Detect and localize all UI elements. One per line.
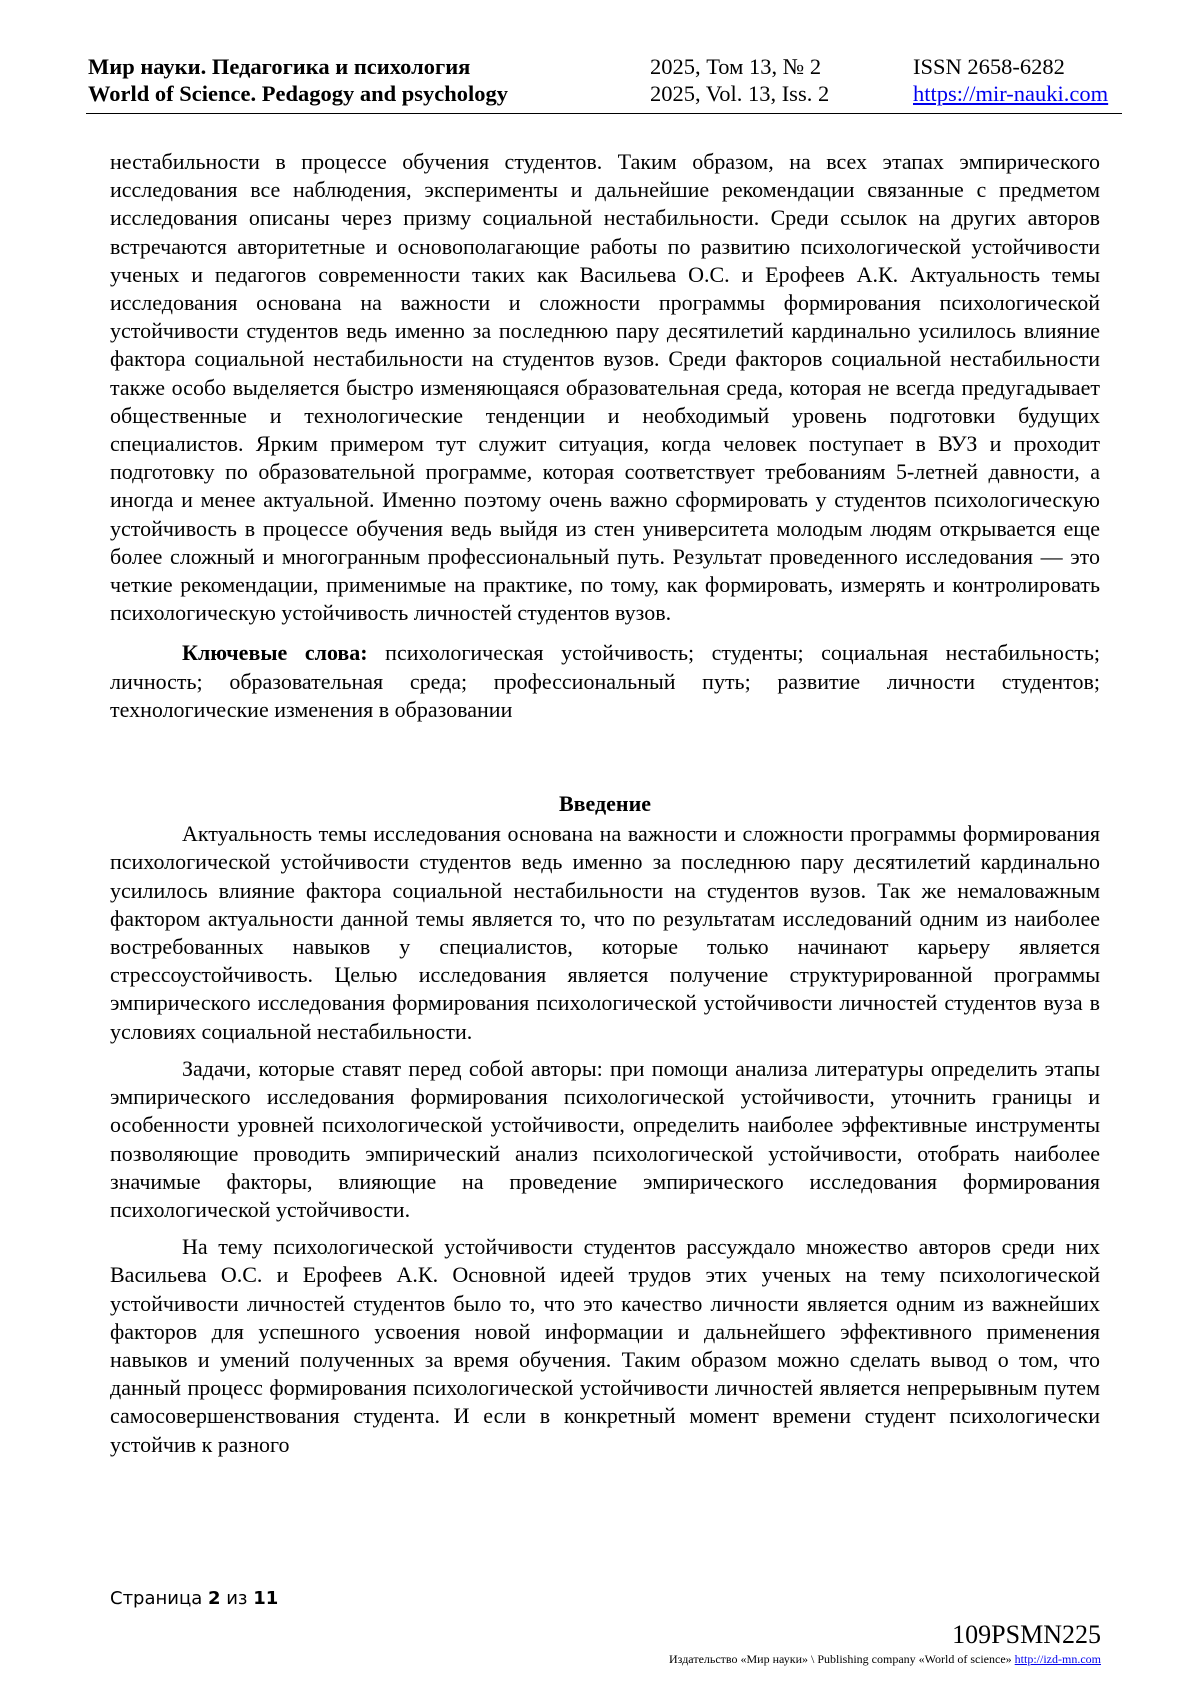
page-number: [110, 1588, 278, 1609]
keywords-text: психологическая устойчивость; студенты; социальная нестабильность; личность; образовательная среда; профессиональный путь; развитие личности студентов; технологические изменения в образовании: [110, 640, 1101, 722]
journal-title-en: World of Science. Pedagogy and psychology: [88, 81, 509, 106]
volume-block: [650, 53, 829, 107]
page-of: из: [220, 1588, 254, 1609]
page-current: 2: [207, 1588, 221, 1609]
journal-title-block: [88, 53, 508, 107]
volume-en: 2025, Vol. 13, Iss. 2: [650, 81, 830, 106]
journal-title-ru: Мир науки. Педагогика и психология: [88, 54, 471, 79]
publisher-line: [669, 1652, 1101, 1667]
intro-paragraph-1: Актуальность темы исследования основана на важности и сложности программы формирования психологической устойчивости студентов ведь именно за последнюю пару десятилетий кардинально усилилось влияние фактора социальной нестабильности на студентов вузов. Так же немаловажным фактором актуальности данной темы является то, что по результатам исследований одним из наиболее востребованных навыков у специалистов, которые только начинают карьеру является стрессоустойчивость. Целью исследования является получение структурированной программы эмпирического исследования формирования психологической устойчивости личностей студентов вуза в условиях социальной нестабильности.: [110, 821, 1100, 1044]
keywords-label: Ключевые слова:: [182, 640, 368, 666]
article-code: 109PSMN225: [952, 1620, 1101, 1649]
journal-header: [86, 53, 1122, 114]
journal-website-link[interactable]: https://mir-nauki.com: [913, 81, 1109, 106]
intro-paragraph-2: Задачи, которые ставят перед собой авторы: при помощи анализа литературы определить этапы эмпирического исследования формирования психологической устойчивости, уточнить границы и особенности уровней психологической устойчивости, определить наиболее эффективные инструменты позволяющие проводить эмпирический анализ психологической устойчивости, отобрать наиболее значимые факторы, влияющие на проведение эмпирического исследования формирования психологической устойчивости.: [110, 1055, 1100, 1222]
issn-block: [913, 53, 1108, 107]
issn: ISSN 2658-6282: [913, 54, 1065, 79]
keywords: [110, 639, 1100, 724]
section-title-introduction: Введение: [558, 791, 652, 817]
abstract-continuation: нестабильности в процессе обучения студентов. Таким образом, на всех этапах эмпирического исследования все наблюдения, эксперименты и дальнейшие рекомендации связанные с предметом исследования описаны через призму социальной нестабильности. Среди ссылок на других авторов встречаются авторитетные и основополагающие работы по развитию психологической устойчивости ученых и педагогов современности таких как Васильева О.С. и Ерофеев А.К. Актуальность темы исследования основана на важности и сложности программы формирования психологической устойчивости студентов ведь именно за последнюю пару десятилетий кардинально усилилось влияние фактора социальной нестабильности на студентов вузов. Среди факторов социальной нестабильности также особо выделяется быстро изменяющаяся образовательная среда, которая не всегда предугадывает общественные и технологические тенденции и необходимый уровень подготовки будущих специалистов. Ярким примером тут служит ситуация, когда человек поступает в ВУЗ и проходит подготовку по образовательной программе, которая соответствует требованиям 5-летней давности, а иногда и менее актуальной. Именно поэтому очень важно сформировать у студентов психологическую устойчивость в процессе обучения ведь выйдя из стен университета молодым людям открывается еще более сложный и многогранным профессиональный путь. Результат проведенного исследования — это четкие рекомендации, применимые на практике, по тому, как формировать, измерять и контролировать психологическую устойчивость личностей студентов вузов.: [110, 149, 1100, 626]
publisher-link[interactable]: http://izd-mn.com: [1014, 1652, 1101, 1666]
page-word: Страница: [110, 1588, 208, 1609]
page-total: 11: [253, 1588, 279, 1609]
article-body: [110, 148, 1100, 1459]
intro-paragraph-3: На тему психологической устойчивости студентов рассуждало множество авторов среди них Васильева О.С. и Ерофеев А.К. Основной идеей трудов этих ученых на тему психологической устойчивости личностей студентов было то, что это качество личности является одним из важнейших факторов для успешного усвоения новой информации и дальнейшего эффективного применения навыков и умений полученных за время обучения. Таким образом можно сделать вывод о том, что данный процесс формирования психологической устойчивости личностей является непрерывным путем самосовершенствования студента. И если в конкретный момент времени студент психологически устойчив к разного: [110, 1234, 1100, 1457]
publisher-text: Издательство «Мир науки» \ Publishing company «World of science»: [669, 1652, 1015, 1666]
volume-ru: 2025, Том 13, № 2: [650, 54, 822, 79]
